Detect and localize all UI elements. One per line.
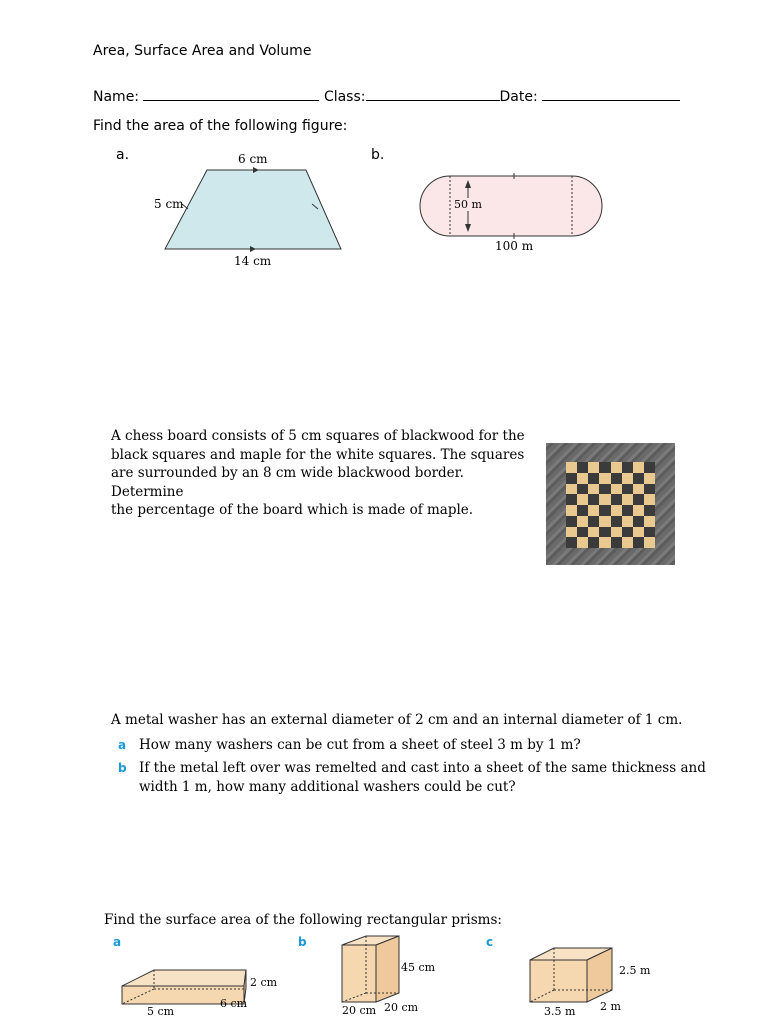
chess-square	[599, 516, 610, 527]
prisms-instruction: Find the surface area of the following rectangular prisms:	[104, 912, 502, 928]
label-6cm: 6 cm	[238, 152, 268, 166]
chess-square	[577, 505, 588, 516]
chess-square	[577, 537, 588, 548]
chess-square	[611, 527, 622, 538]
prism-c-length: 3.5 m	[544, 1005, 576, 1018]
chess-square	[588, 473, 599, 484]
chess-problem-text	[111, 427, 531, 520]
chess-text-line: the percentage of the board which is made of maple.	[111, 502, 474, 518]
chess-square	[588, 494, 599, 505]
chess-square	[588, 527, 599, 538]
area-instruction: Find the area of the following figure:	[93, 118, 348, 134]
chess-square	[577, 484, 588, 495]
chess-square	[633, 462, 644, 473]
chess-square	[644, 494, 655, 505]
prism-a-width: 6 cm	[220, 997, 248, 1010]
label-100m: 100 m	[495, 239, 534, 253]
part-a-text: How many washers can be cut from a sheet of steel 3 m by 1 m?	[139, 737, 581, 753]
label-50m: 50 m	[454, 198, 482, 211]
chess-square	[644, 516, 655, 527]
chess-square	[633, 527, 644, 538]
prism-b-width: 20 cm	[342, 1004, 377, 1017]
chess-square	[622, 505, 633, 516]
prism-b-figure	[336, 930, 446, 1020]
prism-b-depth: 20 cm	[384, 1001, 419, 1014]
prism-b-height: 45 cm	[401, 961, 436, 974]
name-field[interactable]	[143, 88, 319, 101]
chess-square	[599, 473, 610, 484]
chess-square	[622, 462, 633, 473]
chess-square	[566, 494, 577, 505]
chess-square	[611, 516, 622, 527]
label-5cm: 5 cm	[154, 197, 184, 211]
chess-square	[644, 527, 655, 538]
chess-square	[566, 462, 577, 473]
student-info-row	[93, 88, 680, 105]
part-b-text-line: If the metal left over was remelted and cast into a sheet of the same thickness and	[139, 760, 706, 776]
part-a-letter: a	[118, 738, 127, 752]
chess-square	[633, 494, 644, 505]
prism-b-side	[376, 936, 399, 1002]
prism-c-height: 2.5 m	[619, 964, 651, 977]
chess-square	[622, 537, 633, 548]
chess-square	[633, 537, 644, 548]
washer-intro: A metal washer has an external diameter of 2 cm and an internal diameter of 1 cm.	[111, 712, 683, 728]
chess-square	[644, 484, 655, 495]
prism-a-figure	[116, 965, 286, 1022]
chess-square	[644, 505, 655, 516]
chess-square	[644, 473, 655, 484]
chess-square	[566, 527, 577, 538]
chess-square	[611, 473, 622, 484]
chess-square	[566, 505, 577, 516]
prism-a-length: 5 cm	[147, 1005, 175, 1018]
chess-square	[633, 473, 644, 484]
date-label: Date:	[499, 89, 538, 105]
chess-square	[599, 527, 610, 538]
stadium-figure	[410, 168, 610, 258]
figure-a-letter: a.	[116, 147, 130, 163]
chess-square	[599, 462, 610, 473]
trapezium-figure	[140, 146, 360, 274]
chess-square	[577, 473, 588, 484]
figure-b-letter: b.	[371, 147, 385, 163]
chess-board-image	[546, 443, 675, 565]
chess-square	[622, 473, 633, 484]
washer-part-a	[118, 736, 581, 755]
chess-square	[577, 462, 588, 473]
chess-square	[611, 484, 622, 495]
chess-text-line: are surrounded by an 8 cm wide blackwood border. Determine	[111, 465, 464, 500]
class-label: Class:	[323, 89, 366, 105]
trapezium-shape	[165, 170, 341, 249]
prism-c-front	[530, 960, 587, 1002]
chess-grid	[566, 462, 655, 548]
prism-a-top	[122, 970, 246, 986]
chess-square	[588, 484, 599, 495]
class-field[interactable]	[366, 88, 500, 101]
chess-square	[622, 527, 633, 538]
chess-square	[599, 484, 610, 495]
chess-text-line: A chess board consists of 5 cm squares of blackwood for the	[111, 428, 525, 444]
chess-square	[611, 505, 622, 516]
prism-b-letter: b	[298, 935, 307, 949]
chess-square	[577, 527, 588, 538]
chess-square	[611, 537, 622, 548]
label-14cm: 14 cm	[234, 254, 272, 268]
chess-square	[599, 505, 610, 516]
chess-square	[588, 462, 599, 473]
chess-square	[633, 516, 644, 527]
part-b-letter: b	[118, 761, 127, 775]
chess-square	[644, 462, 655, 473]
chess-square	[566, 473, 577, 484]
chess-square	[588, 505, 599, 516]
chess-square	[633, 484, 644, 495]
chess-square	[611, 494, 622, 505]
chess-text-line: black squares and maple for the white squares. The squares	[111, 446, 525, 463]
chess-square	[644, 537, 655, 548]
page-title: Area, Surface Area and Volume	[93, 43, 312, 59]
date-field[interactable]	[542, 88, 680, 101]
chess-square	[622, 494, 633, 505]
chess-square	[566, 516, 577, 527]
washer-part-b	[118, 759, 706, 796]
chess-square	[588, 537, 599, 548]
chess-square	[622, 516, 633, 527]
prism-c-width: 2 m	[600, 1000, 621, 1013]
name-label: Name:	[93, 89, 140, 105]
chess-square	[633, 505, 644, 516]
chess-square	[622, 484, 633, 495]
chess-square	[599, 537, 610, 548]
prism-c-letter: c	[486, 935, 494, 949]
chess-square	[599, 494, 610, 505]
chess-square	[577, 516, 588, 527]
stadium-shape	[420, 176, 602, 236]
prism-c-figure	[524, 940, 664, 1020]
chess-square	[577, 494, 588, 505]
prism-a-letter: a	[113, 935, 122, 949]
chess-square	[566, 537, 577, 548]
chess-square	[611, 462, 622, 473]
chess-square	[566, 484, 577, 495]
part-b-text-line: width 1 m, how many additional washers could be cut?	[139, 778, 516, 795]
prism-a-height: 2 cm	[250, 976, 278, 989]
chess-square	[588, 516, 599, 527]
